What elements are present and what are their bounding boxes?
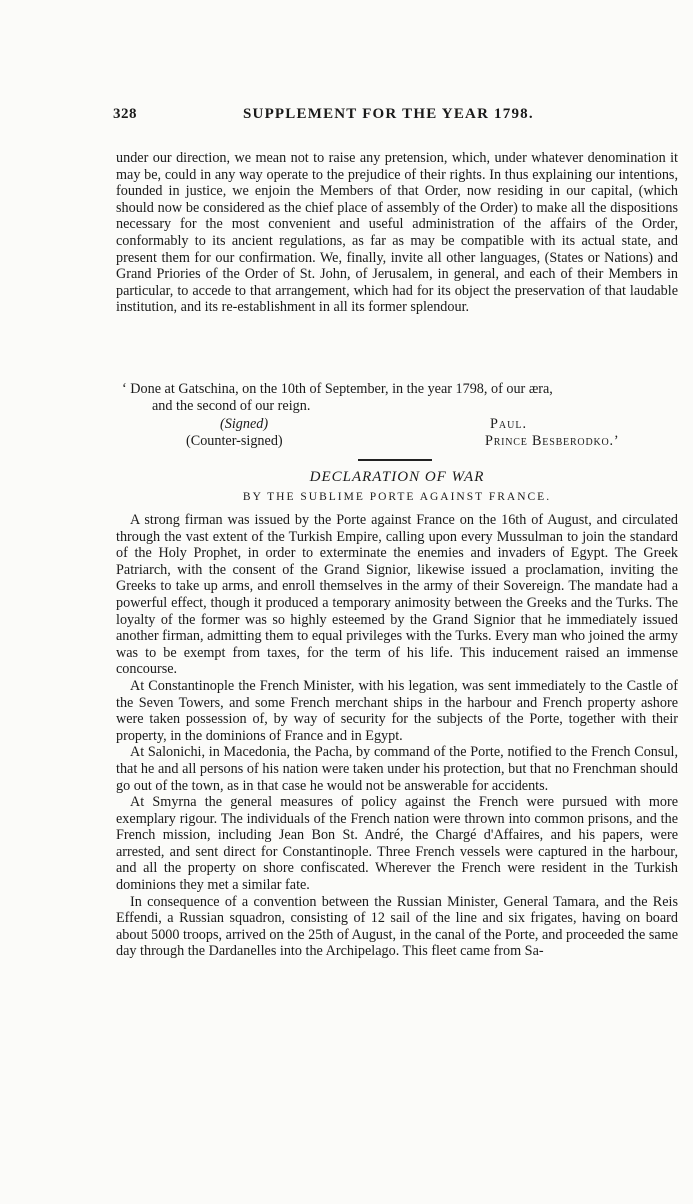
declaration-text bbox=[116, 512, 678, 960]
paragraph: At Constantinople the French Minister, with his legation, was sent immediately to the Castle of the Seven Towers, and some French merchant ships in the harbour and French property ashore were taken possession of, by way of security for the subjects of the Porte, together with their property, in the dominions of France and in Egypt. bbox=[116, 677, 678, 744]
signed-label: (Signed) bbox=[220, 416, 269, 432]
page-number: 328 bbox=[113, 106, 137, 122]
dated-line-2: and the second of our reign. bbox=[152, 398, 311, 414]
paragraph: A strong firman was issued by the Porte against France on the 16th of August, and circulated through the vast extent of the Turkish Empire, calling upon every Mussulman to join the standard of the Holy Prophet, in order to exterminate the enemies and invaders of Egypt. The Greek Patriarch, with the consent of the Grand Signior, likewise issued a proclamation, inviting the Greeks to take up arms, and enroll themselves in the army of their Sovereign. The mandate had a powerful effect, though it produced a temporary animosity between the Greeks and the Turks. The loyalty of the former was so highly esteemed by the Grand Signior that he immediately issued another firman, admitting them to equal privileges with the Turks. Every man who joined the army was to be exempt from taxes, for the term of his life. This inducement raised an immense concourse. bbox=[116, 512, 678, 678]
dated-line-1: ‘ Done at Gatschina, on the 10th of September, in the year 1798, of our æra, bbox=[122, 381, 553, 397]
section-subtitle: BY THE SUBLIME PORTE AGAINST FRANCE. bbox=[242, 491, 552, 503]
section-title: DECLARATION OF WAR bbox=[309, 469, 485, 485]
paragraph: At Smyrna the general measures of policy against the French were pursued with more exemplary rigour. The individuals of the French nation were thrown into common prisons, and the French mission, including Jean Bon St. André, the Chargé d'Affaires, and his papers, were arrested, and sent direct for Constantinople. Three French vessels were captured in the harbour, and all the property on shore confiscated. Wherever the French were resident in the Turkish dominions they met a similar fate. bbox=[116, 794, 678, 894]
paragraph: In consequence of a convention between the Russian Minister, General Tamara, and the Reis Effendi, a Russian squadron, consisting of 12 sail of the line and six frigates, having on board about 5000 troops, arrived on the 25th of August, in the canal of the Porte, and proceeded the same day through the Dardanelles into the Archipelago. This fleet came from Sa- bbox=[116, 893, 678, 960]
paragraph: At Salonichi, in Macedonia, the Pacha, by command of the Porte, notified to the French Consul, that he and all persons of his nation were taken under his protection, but that no Frenchman should go out of the town, as in that case he would not be answerable for accidents. bbox=[116, 744, 678, 794]
paragraph: under our direction, we mean not to raise any pretension, which, under whatever denomination it may be, could in any way operate to the prejudice of their rights. In thus explaining our intentions, founded in justice, we enjoin the Members of that Order, now residing in our capital, (which should now be considered as the chief place of assembly of the Order) to make all the dispositions necessary for the most convenient and useful administration of the affairs of the Order, conformably to its ancient regulations, as far as may be compatible with its actual state, and present them for our confirmation. We, finally, invite all other languages, (States or Nations) and Grand Priories of the Order of St. John, of Jerusalem, in general, and each of their Members in particular, to accede to that arrangement, which had for its object the preservation of that laudable institution, and its re-establishment in all its former splendour. bbox=[116, 150, 678, 316]
running-title: SUPPLEMENT FOR THE YEAR 1798. bbox=[243, 106, 534, 122]
signed-name: Paul. bbox=[490, 416, 527, 432]
decree-text bbox=[116, 150, 678, 316]
dated-line bbox=[122, 381, 678, 415]
countersigned-name: Prince Besberodko.’ bbox=[485, 433, 620, 449]
page-header bbox=[113, 106, 673, 128]
countersigned-label: (Counter-signed) bbox=[186, 433, 283, 449]
section-divider bbox=[358, 459, 432, 461]
